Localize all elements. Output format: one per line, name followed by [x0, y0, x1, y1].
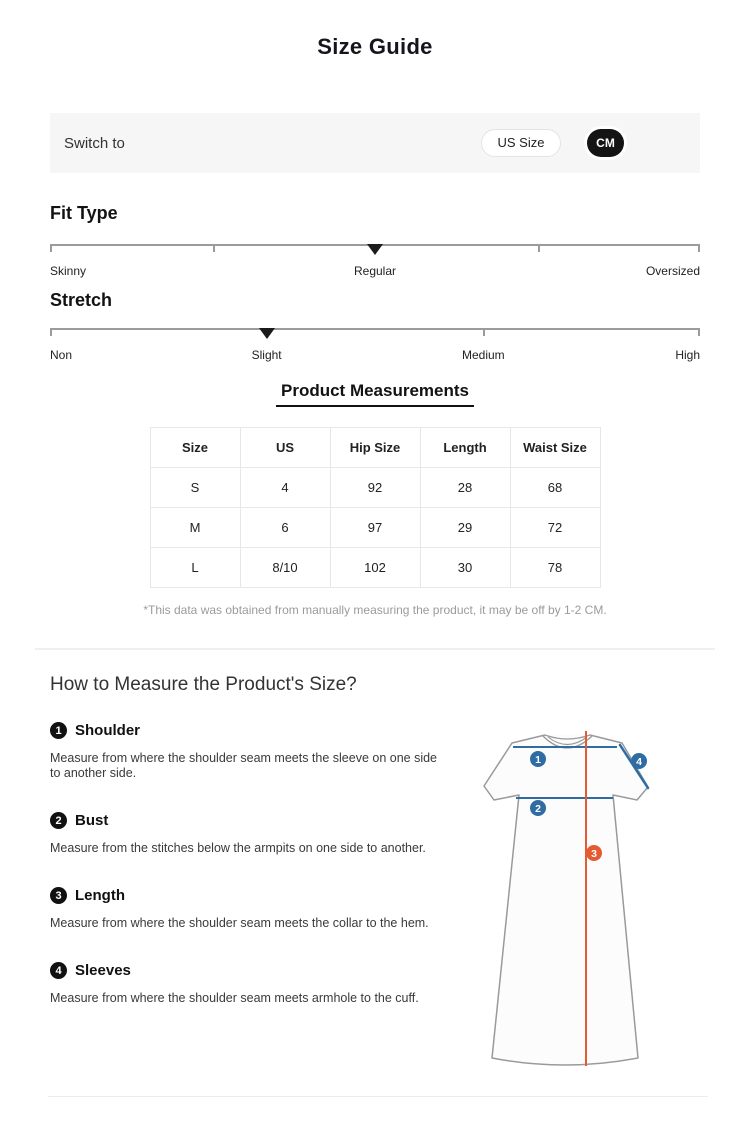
col-hip-size: Hip Size: [330, 428, 420, 468]
item-description: Measure from where the shoulder seam meets the collar to the hem.: [50, 916, 429, 930]
stretch-label-medium: Medium: [462, 348, 505, 362]
cell: 68: [510, 468, 600, 508]
dress-measurement-diagram: [470, 718, 692, 1076]
cell: 28: [420, 468, 510, 508]
svg-text:2: 2: [535, 803, 541, 815]
measurement-disclaimer: *This data was obtained from manually measuring the product, it may be off by 1-2 CM.: [143, 603, 607, 617]
unit-switch-bar: [50, 113, 700, 173]
how-to-measure-title: How to Measure the Product's Size?: [50, 674, 357, 695]
number-3-badge: 3: [50, 887, 67, 904]
item-label: Shoulder: [75, 722, 141, 739]
col-size: Size: [150, 428, 240, 468]
stretch-tick-0: [50, 328, 52, 336]
list-item-bust: [50, 812, 452, 856]
list-item-sleeves: [50, 962, 452, 1006]
stretch-marker-icon: [259, 328, 275, 339]
cell: 8/10: [240, 548, 330, 588]
col-length: Length: [420, 428, 510, 468]
fit-tick-75: [538, 244, 540, 252]
table-header-row: [150, 428, 600, 468]
fit-tick-0: [50, 244, 52, 252]
cm-unit-toggle[interactable]: CM: [587, 129, 624, 157]
item-description: Measure from the stitches below the armpits on one side to another.: [50, 841, 426, 855]
item-label: Bust: [75, 812, 109, 829]
marker-2-bust: [530, 800, 546, 816]
col-waist-size: Waist Size: [510, 428, 600, 468]
cell: 4: [240, 468, 330, 508]
cell-size-m: M: [150, 508, 240, 548]
fit-tick-25: [213, 244, 215, 252]
stretch-label-non: Non: [50, 348, 73, 362]
fit-label-skinny: Skinny: [50, 264, 87, 278]
fit-type-labels: [50, 264, 700, 279]
how-to-measure-section: [50, 722, 750, 1006]
number-4-badge: 4: [50, 962, 67, 979]
page-title: Size Guide: [317, 34, 433, 59]
switch-to-label: Switch to: [64, 135, 125, 152]
list-item-shoulder: [50, 722, 452, 781]
fit-label-regular: Regular: [353, 264, 397, 278]
list-item-length: [50, 887, 452, 931]
col-us: US: [240, 428, 330, 468]
cell-size-l: L: [150, 548, 240, 588]
cell: 97: [330, 508, 420, 548]
item-label: Length: [75, 887, 125, 904]
cell: 72: [510, 508, 600, 548]
fit-type-scale: [50, 244, 700, 246]
stretch-label-slight: Slight: [251, 348, 282, 362]
product-measurements-title: Product Measurements: [276, 381, 474, 407]
cell: 92: [330, 468, 420, 508]
dress-outline: [484, 735, 648, 1065]
marker-1-shoulder: [530, 751, 546, 767]
fit-type-section: [50, 203, 700, 363]
stretch-scale: [50, 328, 700, 330]
marker-4-sleeves: [631, 753, 647, 769]
cell: 29: [420, 508, 510, 548]
item-label: Sleeves: [75, 962, 131, 979]
section-divider: [35, 648, 715, 650]
table-row: [150, 468, 600, 508]
cell: 30: [420, 548, 510, 588]
cell: 6: [240, 508, 330, 548]
measurements-table: [150, 427, 601, 588]
stretch-tick-66: [483, 328, 485, 336]
svg-text:3: 3: [591, 848, 597, 860]
table-row: [150, 508, 600, 548]
number-1-badge: 1: [50, 722, 67, 739]
number-2-badge: 2: [50, 812, 67, 829]
stretch-labels: [50, 348, 700, 363]
stretch-label-high: High: [675, 348, 700, 362]
fit-tick-100: [698, 244, 700, 252]
bottom-divider: [48, 1096, 708, 1097]
stretch-tick-100: [698, 328, 700, 336]
stretch-title: Stretch: [50, 290, 113, 310]
svg-text:4: 4: [636, 756, 642, 768]
fit-type-marker-icon: [367, 244, 383, 255]
fit-label-oversized: Oversized: [645, 264, 700, 278]
fit-type-title: Fit Type: [50, 203, 118, 223]
cell: 78: [510, 548, 600, 588]
table-row: [150, 548, 600, 588]
svg-text:1: 1: [535, 754, 541, 766]
cell: 102: [330, 548, 420, 588]
cell-size-s: S: [150, 468, 240, 508]
marker-3-length: [586, 845, 602, 861]
item-description: Measure from where the shoulder seam meets armhole to the cuff.: [50, 991, 419, 1005]
us-size-button[interactable]: US Size: [481, 129, 561, 157]
item-description: Measure from where the shoulder seam meets the sleeve on one side to another side.: [50, 751, 438, 780]
